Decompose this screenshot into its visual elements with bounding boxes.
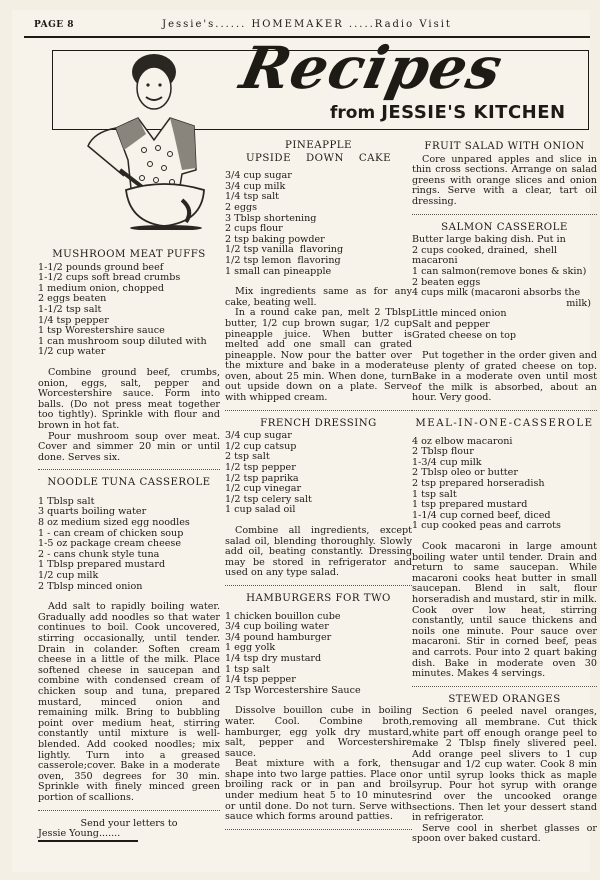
dotted-divider (412, 214, 597, 215)
ingredient: 1 chicken bouillon cube (225, 610, 341, 622)
recipe-title: HAMBURGERS FOR TWO (246, 592, 391, 604)
ingredient: 1-1/2 cups soft bread crumbs (38, 272, 181, 284)
recipe-directions: Dissolve bouillon cube in boiling water. Cool. Combine broth, hamburger, egg yolk dry mustard, salt, pepper and Worcestershire sauce. (225, 705, 412, 759)
recipe-directions: Serve cool in sherbet glasses or spoon over baked custard. (412, 822, 597, 845)
ingredient: 3/4 pound hamburger (225, 631, 332, 643)
recipe-directions: Core unpared apples and slice in thin cross sections. Arrange on salad greens with orange slices and onion rings. Serve with a clear, tart oil dressing. (412, 153, 597, 207)
woman-mixing-bowl-illustration (54, 50, 214, 230)
dotted-divider (38, 810, 220, 811)
recipe-french-dressing (225, 419, 412, 579)
ingredient: 2 Tblsp oleo or butter (412, 467, 518, 479)
ingredient: Salt and pepper (412, 318, 490, 330)
recipe-hamburgers-for-two (225, 594, 412, 823)
recipe-line: Butter large baking dish. Put in (412, 234, 566, 246)
ingredient: 1 tsp salt (225, 663, 270, 675)
letters-note (38, 819, 220, 842)
ingredient: 2 Tblsp flour (412, 446, 474, 458)
ingredient: 2 tsp baking powder (225, 233, 325, 245)
recipe-directions: Cook macaroni in large amount boiling water until tender. Drain and return to same saucepan. While macaroni cooks heat butter in small saucepan. Blend in salt, flour horseradish and mustard, stir in milk. Cook over low heat, stirring constantly, until sauce thickens and noils one minute. Pour sauce over macaroni. Stir in corned beef, peas and carrots. Pour into 2 quart baking dish. Bake in moderate oven 30 minutes. Makes 4 servings. (412, 541, 597, 680)
recipe-directions: Pour mushroom soup over meat. Cover and simmer 20 min or until done. Serves six. (38, 430, 220, 463)
ingredient: Grated cheese on top (412, 329, 517, 341)
ingredient: 2 tsp salt (225, 451, 270, 463)
ingredient: 1/4 tsp pepper (225, 674, 296, 686)
recipe-line: 4 cups milk (macaroni absorbs the (412, 287, 581, 299)
ingredient: 3/4 cup sugar (225, 170, 292, 182)
recipe-directions: In a round cake pan, melt 2 Tblsp butter, 1/2 cup brown sugar, 1/2 cup pineapple juice. When butter is melted add one small can grated pineapple. Now pour the batter over the mixture and bake in a moderate oven, about 25 min. When done, turn out upside down on a plate. Serve with whipped cream. (225, 307, 412, 404)
recipe-directions: Combine ground beef, crumbs, onion, eggs, salt, pepper and Worcestershire sauce. Form into balls. (Do not press meat together too tightly). Sprinkle with flour and brown in hot fat. (38, 366, 220, 431)
ingredient: 1 medium onion, chopped (38, 282, 164, 294)
ingredient: 2 tsp prepared horseradish (412, 478, 545, 490)
ingredient: 1/2 tsp paprika (225, 472, 299, 484)
ingredient: 1/2 tsp vanilla flavoring (225, 244, 344, 256)
column-middle (225, 141, 412, 838)
banner-kitchen-name: JESSIE'S KITCHEN (381, 102, 566, 123)
recipe-directions: Combine all ingredients, except salad oil, blending thoroughly. Slowly add oil, beating constantly. Dressing may be stored in refrigerator and used on any type salad. (225, 525, 412, 579)
ingredient: 2 - cans chunk style tuna (38, 548, 160, 560)
ingredient: 1/2 cup catsup (225, 440, 297, 452)
ingredient: 3 quarts boiling water (38, 506, 147, 518)
recipe-title: MEAL-IN-ONE-CASSEROLE (415, 418, 594, 430)
ingredient: 1-5 oz package cream cheese (38, 538, 182, 550)
recipe-title-line: PINEAPPLE (285, 140, 352, 151)
recipe-noodle-tuna-casserole (38, 478, 220, 803)
ingredient: 1 tsp prepared mustard (412, 499, 528, 511)
ingredient: 2 Tblsp minced onion (38, 580, 143, 592)
ingredient: 3/4 cup boiling water (225, 621, 329, 633)
ingredient: 1 egg yolk (225, 642, 276, 654)
ingredient: 3/4 cup sugar (225, 430, 292, 442)
ingredient: 3/4 cup milk (225, 180, 286, 192)
recipe-pineapple-upside-down-cake (225, 141, 412, 404)
banner-from: from (330, 103, 376, 123)
recipe-line: 2 cups cooked, drained, shell (412, 244, 558, 256)
recipe-title: STEWED ORANGES (448, 693, 561, 705)
ingredient: 1/2 tsp lemon flavoring (225, 254, 341, 266)
recipe-meal-in-one-casserole (412, 419, 597, 680)
recipe-fruit-salad-with-onion (412, 142, 597, 208)
ingredient: 1/2 tsp celery salt (225, 493, 312, 505)
recipe-salmon-casserole (412, 223, 597, 405)
ingredient: 1 cup cooked peas and carrots (412, 520, 561, 532)
recipe-line: macaroni (412, 255, 458, 267)
column-left (38, 250, 220, 842)
publication-title: Jessie's...... HOMEMAKER .....Radio Visit (162, 19, 452, 30)
dotted-divider (225, 585, 412, 586)
ingredient: 2 eggs beaten (38, 293, 107, 305)
ingredient: 1 tsp Worestershire sauce (38, 325, 165, 337)
recipe-title-line: UPSIDE DOWN CAKE (245, 152, 392, 164)
ingredient: 1-1/4 cup corned beef, diced (412, 509, 551, 521)
recipe-mushroom-meat-puffs (38, 250, 220, 463)
ingredient: 1-3/4 cup milk (412, 456, 482, 468)
letters-note-name: Jessie Young....... (38, 829, 138, 842)
recipe-line: milk) (566, 297, 591, 309)
recipe-title: FRUIT SALAD WITH ONION (424, 141, 585, 152)
ingredient: 1-1/2 tsp salt (38, 303, 102, 315)
ingredient: 1/2 cup vinegar (225, 483, 302, 495)
recipe-line: 2 beaten eggs (412, 276, 481, 288)
page-number: PAGE 8 (34, 20, 75, 30)
column-right (412, 142, 597, 845)
ingredient: 1 small can pineapple (225, 265, 332, 277)
dotted-divider (412, 686, 597, 687)
ingredient: 2 cups flour (225, 223, 283, 235)
dotted-divider (412, 410, 597, 411)
recipe-directions: Mix ingredients same as for any cake, beating well. (225, 286, 412, 308)
ingredient: 1 Tblsp salt (38, 495, 95, 507)
ingredient: 1 can mushroom soup diluted with (38, 335, 207, 347)
recipe-title: FRENCH DRESSING (260, 417, 377, 429)
banner-title: Recipes (234, 34, 509, 102)
ingredient: 1/2 tsp pepper (225, 462, 296, 474)
letters-note-line: Send your letters to (80, 817, 178, 829)
ingredient: 1 Tblsp prepared mustard (38, 559, 166, 571)
ingredient: 2 eggs (225, 201, 258, 213)
recipe-directions: Section 6 peeled navel oranges, removing all membrane. Cut thick white part off enough orange peel to make 2 Tblsp finely slivered peel. Add orange peel slivers to 1 cup sugar and 1/2 cup water. Cook 8 min or until syrup looks thick as maple syrup. Pour hot syrup with orange rind over the uncooked orange sections. Then let your dessert stand in refrigerator. (412, 706, 597, 824)
ingredient: 1 tsp salt (412, 488, 457, 500)
recipe-directions: Put together in the order given and use plenty of grated cheese on top. Bake in a moderate oven until most of the milk is absorbed, about an hour. Very good. (412, 350, 597, 404)
recipe-stewed-oranges (412, 695, 597, 845)
ingredient: 2 Tsp Worcestershire Sauce (225, 684, 361, 696)
ingredient: 1/4 tsp salt (225, 191, 280, 203)
ingredient: 1/4 tsp pepper (38, 314, 109, 326)
recipe-line: 1 can salmon(remove bones & skin) (412, 265, 587, 277)
dotted-divider (225, 829, 412, 830)
ingredient: 4 oz elbow macaroni (412, 435, 513, 447)
recipe-title: SALMON CASSEROLE (441, 221, 568, 233)
ingredient: 1/4 tsp dry mustard (225, 652, 322, 664)
ingredient: 3 Tblsp shortening (225, 212, 317, 224)
dotted-divider (38, 469, 220, 470)
ingredient: 1-1/2 pounds ground beef (38, 261, 164, 273)
ingredient: 1 - can cream of chicken soup (38, 527, 184, 539)
ingredient: 1 cup salad oil (225, 504, 296, 516)
recipe-title: MUSHROOM MEAT PUFFS (52, 249, 206, 260)
magazine-page (12, 10, 597, 872)
ingredient: 8 oz medium sized egg noodles (38, 517, 190, 529)
recipe-title: NOODLE TUNA CASSEROLE (47, 477, 211, 489)
ingredient: 1/2 cup milk (38, 570, 99, 582)
banner-subtitle (330, 102, 566, 123)
dotted-divider (225, 410, 412, 411)
recipe-directions: Add salt to rapidly boiling water. Gradually add noodles so that water continues to boil. Cook uncovered, stirring occasionally, until tender. Drain in colander. Soften cream cheese in a little of the milk. Place softened cheese in saucepan and combine with condensed cream of chicken soup and tuna, prepared mustard, minced onion and remaining milk. Bring to bubbling point over medium heat, stirring constantly until mixture is well-blended. Add cooked noodles; mix lightly. Turn into a greased casserole;cover. Bake in a moderate oven, 350 degrees for 30 min. Sprinkle with finely minced green portion of scallions. (38, 601, 220, 803)
ingredient: Little minced onion (412, 308, 507, 320)
ingredient: 1/2 cup water (38, 346, 106, 358)
recipe-directions: Beat mixture with a fork, then shape into two large patties. Place on broiling rack or in pan and broil under medium heat 5 to 10 minutes or until done. Do not turn. Serve with sauce which forms around patties. (225, 758, 412, 823)
